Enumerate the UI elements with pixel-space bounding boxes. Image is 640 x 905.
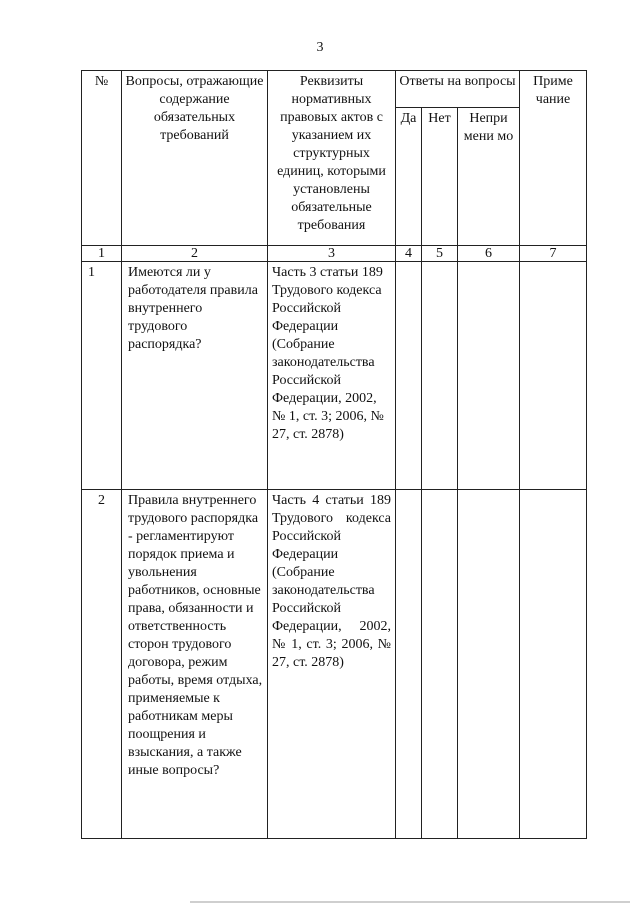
header-questions: Вопросы, отражающие содержание обязательных требований (122, 71, 268, 246)
header-requisites: Реквизиты нормативных правовых актов с указанием их структурных единиц, которыми установлены обязательные требования (268, 71, 396, 246)
column-number: 1 (82, 246, 122, 262)
row-note (520, 262, 587, 490)
row-number: 1 (82, 262, 122, 490)
row-answer-not-applicable (458, 262, 520, 490)
table-row (82, 262, 587, 490)
column-number: 7 (520, 246, 587, 262)
header-yes: Да (396, 108, 422, 246)
row-requisites: Часть 4 статьи 189 Трудового кодекса Российской Федерации (Собрание законодательства Российской Федерации, 2002, № 1, ст. 3; 2006, № 27, ст. 2878) (268, 490, 396, 839)
page-number: 3 (316, 40, 324, 55)
header-no: № (82, 71, 122, 246)
column-number: 5 (422, 246, 458, 262)
header-no-answer: Нет (422, 108, 458, 246)
row-answer-yes (396, 490, 422, 839)
table-row (82, 490, 587, 839)
column-number: 3 (268, 246, 396, 262)
row-answer-yes (396, 262, 422, 490)
column-number: 2 (122, 246, 268, 262)
row-answer-no (422, 490, 458, 839)
row-answer-no (422, 262, 458, 490)
scan-artifact-line (190, 901, 630, 903)
header-row-top (82, 71, 587, 108)
header-note: Приме чание (520, 71, 587, 246)
row-note (520, 490, 587, 839)
column-number: 6 (458, 246, 520, 262)
row-question: Правила внутреннего трудового распорядка - регламентируют порядок приема и увольнения работников, основные права, обязанности и ответственность сторон трудового договора, режим работы, время отдыха, применяемые к работникам меры поощрения и взыскания, а также иные вопросы? (122, 490, 268, 839)
header-not-applicable: Непри мени мо (458, 108, 520, 246)
header-answers: Ответы на вопросы (396, 71, 520, 108)
row-number: 2 (82, 490, 122, 839)
row-requisites: Часть 3 статьи 189 Трудового кодекса Российской Федерации (Собрание законодательства Российской Федерации, 2002, № 1, ст. 3; 2006, № 27, ст. 2878) (268, 262, 396, 490)
row-question: Имеются ли у работодателя правила внутреннего трудового распорядка? (122, 262, 268, 490)
row-answer-not-applicable (458, 490, 520, 839)
checklist-table (81, 70, 587, 839)
column-number-row (82, 246, 587, 262)
column-number: 4 (396, 246, 422, 262)
